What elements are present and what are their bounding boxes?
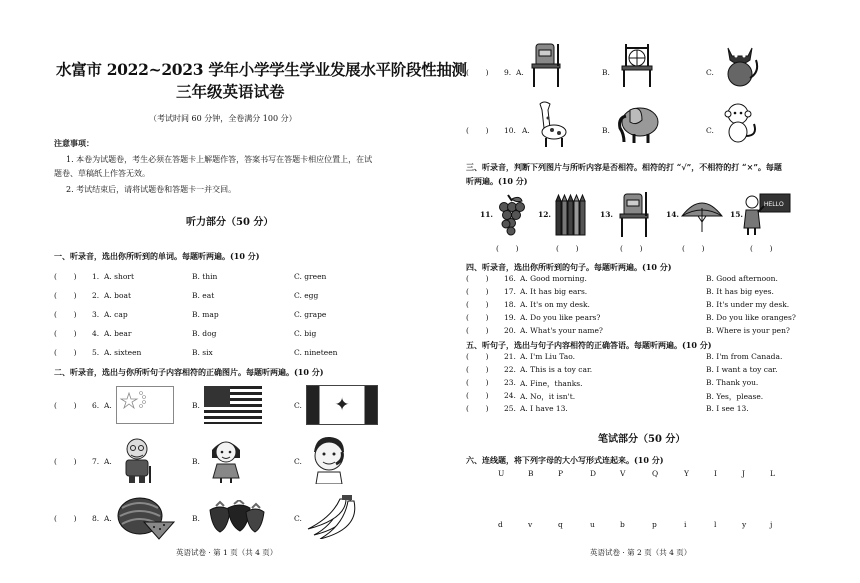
answer-blank[interactable]: ( ) [466, 274, 489, 283]
lowercase-letter[interactable]: l [714, 520, 717, 529]
cat-picture [720, 42, 760, 88]
option-a: A. [522, 126, 530, 135]
option-b: B. six [192, 348, 213, 357]
option-b: B. map [192, 310, 219, 319]
page-footer: 英语试卷 · 第 2 页（共 4 页） [590, 548, 692, 557]
q-number: 25. [504, 404, 516, 413]
lowercase-letter[interactable]: d [498, 520, 503, 529]
option-b: B. dog [192, 329, 217, 338]
option-a: A. I have 13. [520, 404, 568, 413]
q-number: 20. [504, 326, 516, 335]
answer-blank[interactable]: ( ) [466, 391, 489, 400]
answer-blank[interactable]: ( ) [54, 272, 77, 281]
uppercase-letter[interactable]: V [620, 469, 626, 478]
teacher-blackboard-picture [742, 192, 792, 236]
answer-blank[interactable]: ( ) [496, 244, 519, 253]
option-a: A. What's your name? [520, 326, 603, 335]
exam-subtitle: 三年级英语试卷 [176, 82, 285, 101]
exam-title: 水富市 2022~2023 学年小学学生学业发展水平阶段性抽测 [56, 60, 467, 79]
grandpa-picture [116, 436, 158, 484]
uppercase-letter[interactable]: D [590, 469, 597, 478]
lowercase-letter[interactable]: v [528, 520, 533, 529]
answer-blank[interactable]: ( ) [54, 348, 77, 357]
q-number: 15. [730, 210, 744, 219]
option-a: A. boat [104, 291, 131, 300]
usa-flag-picture [204, 386, 262, 424]
option-b: B. Where is your pen? [706, 326, 790, 335]
option-b: B. [192, 514, 200, 523]
q-number: 5. [92, 348, 100, 357]
option-a: A. It's on my desk. [520, 300, 590, 309]
option-c: C. grape [294, 310, 327, 319]
q-number: 17. [504, 287, 516, 296]
uppercase-letter[interactable]: I [714, 469, 717, 478]
q-number: 4. [92, 329, 100, 338]
answer-blank[interactable]: ( ) [750, 244, 773, 253]
option-b: B. Do you like oranges? [706, 313, 796, 322]
grapes-picture [494, 193, 526, 237]
option-c: C. egg [294, 291, 319, 300]
notice-1a: 1. 本卷为试题卷，考生必须在答题卡上解题作答，答案书写在答题卡相应位置上，在试 [66, 155, 373, 164]
q-number: 16. [504, 274, 516, 283]
boy-picture [306, 434, 352, 484]
section-1-heading: 一、听录音，选出你所听到的单词。每题听两遍。(10 分) [54, 251, 260, 261]
monkey-picture [720, 102, 760, 146]
q-number: 8. [92, 514, 100, 523]
q-number: 13. [600, 210, 614, 219]
uppercase-letter[interactable]: P [558, 469, 564, 478]
canada-flag-picture [306, 385, 378, 425]
option-c: C. [294, 401, 302, 410]
time-note: （考试时间 60 分钟，全卷满分 100 分） [149, 114, 297, 123]
q-number: 10. [504, 126, 516, 135]
option-a: A. I'm Liu Tao. [520, 352, 575, 361]
answer-blank[interactable]: ( ) [54, 401, 77, 410]
q-number: 9. [504, 68, 512, 77]
answer-blank[interactable]: ( ) [466, 68, 489, 77]
option-a: A. [104, 457, 112, 466]
section-6-heading: 六、连线题，将下列字母的大小写形式连起来。(10 分) [466, 455, 664, 465]
option-b: B. It has big eyes. [706, 287, 774, 296]
lowercase-letter[interactable]: b [620, 520, 625, 529]
section-4-heading: 四、听录音，选出你所听到的句子。每题听两遍。(10 分) [466, 262, 672, 272]
answer-blank[interactable]: ( ) [556, 244, 579, 253]
option-c: C. big [294, 329, 317, 338]
lowercase-letter[interactable]: i [684, 520, 687, 529]
section-3-heading-line1: 三、听录音，判断下列图片与所听内容是否相符。相符的打 “√”，不相符的打 “×”。每题 [466, 162, 782, 172]
q-number: 24. [504, 391, 516, 400]
answer-blank[interactable]: ( ) [54, 514, 77, 523]
listening-part-heading: 听力部分（50 分） [186, 217, 274, 228]
bag-on-chair-picture [528, 42, 566, 88]
answer-blank[interactable]: ( ) [466, 326, 489, 335]
answer-blank[interactable]: ( ) [466, 300, 489, 309]
uppercase-letter[interactable]: U [498, 469, 505, 478]
watermelon-picture [114, 494, 176, 540]
crayons-picture [554, 193, 590, 237]
kite-picture [680, 194, 724, 234]
written-part-heading: 笔试部分（50 分） [598, 434, 686, 445]
lowercase-letter[interactable]: j [770, 520, 773, 529]
bag-on-chair-picture-2 [616, 190, 654, 238]
page-footer: 英语试卷 · 第 1 页（共 4 页） [176, 548, 278, 557]
answer-blank[interactable]: ( ) [466, 365, 489, 374]
notice-2: 2. 考试结束后，请将试题卷和答题卡一并交回。 [66, 185, 237, 194]
answer-blank[interactable]: ( ) [620, 244, 643, 253]
answer-blank[interactable]: ( ) [466, 404, 489, 413]
option-a: A. [516, 68, 524, 77]
q-number: 14. [666, 210, 680, 219]
section-3-heading-line2: 听两遍。(10 分) [466, 176, 528, 186]
q-number: 2. [92, 291, 100, 300]
uppercase-letter[interactable]: Y [684, 469, 689, 478]
option-b: B. eat [192, 291, 215, 300]
page-2 [430, 0, 860, 583]
option-c: C. green [294, 272, 327, 281]
q-number: 12. [538, 210, 552, 219]
hello-board-text: HELLO [764, 202, 784, 208]
option-a: A. sixteen [104, 348, 142, 357]
lowercase-letter[interactable]: p [652, 520, 657, 529]
option-a: A. Good morning. [520, 274, 587, 283]
lowercase-letter[interactable]: u [590, 520, 595, 529]
option-c: C. [294, 514, 302, 523]
elephant-picture [616, 104, 662, 144]
answer-blank[interactable]: ( ) [54, 310, 77, 319]
option-c: C. [706, 68, 714, 77]
option-b: B. [192, 457, 200, 466]
q-number: 3. [92, 310, 100, 319]
option-a: A. This is a toy car. [520, 365, 593, 374]
lowercase-letter[interactable]: y [742, 520, 747, 529]
answer-blank[interactable]: ( ) [54, 291, 77, 300]
uppercase-letter[interactable]: J [742, 469, 746, 478]
option-b: B. [192, 401, 200, 410]
notice-heading: 注意事项： [54, 138, 94, 148]
q-number: 23. [504, 378, 516, 387]
q-number: 21. [504, 352, 516, 361]
q-number: 22. [504, 365, 516, 374]
ball-on-chair-picture [618, 42, 656, 88]
option-a: A. Fine，thanks. [520, 379, 583, 388]
lowercase-letter[interactable]: q [558, 520, 563, 529]
q-number: 1. [92, 272, 100, 281]
option-a: A. cap [104, 310, 128, 319]
uppercase-letter[interactable]: B [528, 469, 534, 478]
answer-blank[interactable]: ( ) [466, 352, 489, 361]
answer-blank[interactable]: ( ) [466, 313, 489, 322]
option-b: B. [602, 68, 610, 77]
option-a: A. Do you like pears? [520, 313, 601, 322]
option-a: A. short [104, 272, 134, 281]
option-c: C. nineteen [294, 348, 338, 357]
china-flag-picture [116, 386, 174, 424]
option-b: B. thin [192, 272, 218, 281]
section-5-heading: 五、听句子，选出与句子内容相符的正确答语。每题听两遍。(10 分) [466, 340, 712, 350]
answer-blank[interactable]: ( ) [466, 126, 489, 135]
maple-leaf-icon: ✦ [334, 394, 350, 416]
option-c: C. [706, 126, 714, 135]
bananas-picture [304, 495, 360, 539]
option-b: B. It's under my desk. [706, 300, 790, 309]
giraffe-picture [534, 100, 570, 148]
option-c: C. [294, 457, 302, 466]
section-2-heading: 二、听录音，选出与你所听句子内容相符的正确图片。每题听两遍。(10 分) [54, 367, 324, 377]
q-number: 19. [504, 313, 516, 322]
option-b: B. Thank you. [706, 378, 759, 387]
answer-blank[interactable]: ( ) [54, 457, 77, 466]
option-b: B. I see 13. [706, 404, 749, 413]
q-number: 18. [504, 300, 516, 309]
option-a: A. It has big ears. [520, 287, 588, 296]
q-number: 7. [92, 457, 100, 466]
option-a: A. bear [104, 329, 132, 338]
option-b: B. Good afternoon. [706, 274, 778, 283]
option-b: B. I want a toy car. [706, 365, 778, 374]
notice-1b: 题卷、草稿纸上作答无效。 [54, 169, 150, 178]
option-b: B. [602, 126, 610, 135]
q-number: 6. [92, 401, 100, 410]
option-b: B. I'm from Canada. [706, 352, 783, 361]
answer-blank[interactable]: ( ) [682, 244, 705, 253]
answer-blank[interactable]: ( ) [466, 378, 489, 387]
strawberries-picture [206, 500, 266, 534]
q-number: 11. [480, 210, 494, 219]
uppercase-letter[interactable]: Q [652, 469, 659, 478]
option-a: A. [104, 514, 112, 523]
girl-picture [206, 436, 246, 484]
uppercase-letter[interactable]: L [770, 469, 775, 478]
answer-blank[interactable]: ( ) [54, 329, 77, 338]
option-a: A. [104, 401, 112, 410]
option-a: A. No，it isn't. [520, 392, 576, 401]
option-b: B. Yes，please. [706, 392, 764, 401]
answer-blank[interactable]: ( ) [466, 287, 489, 296]
